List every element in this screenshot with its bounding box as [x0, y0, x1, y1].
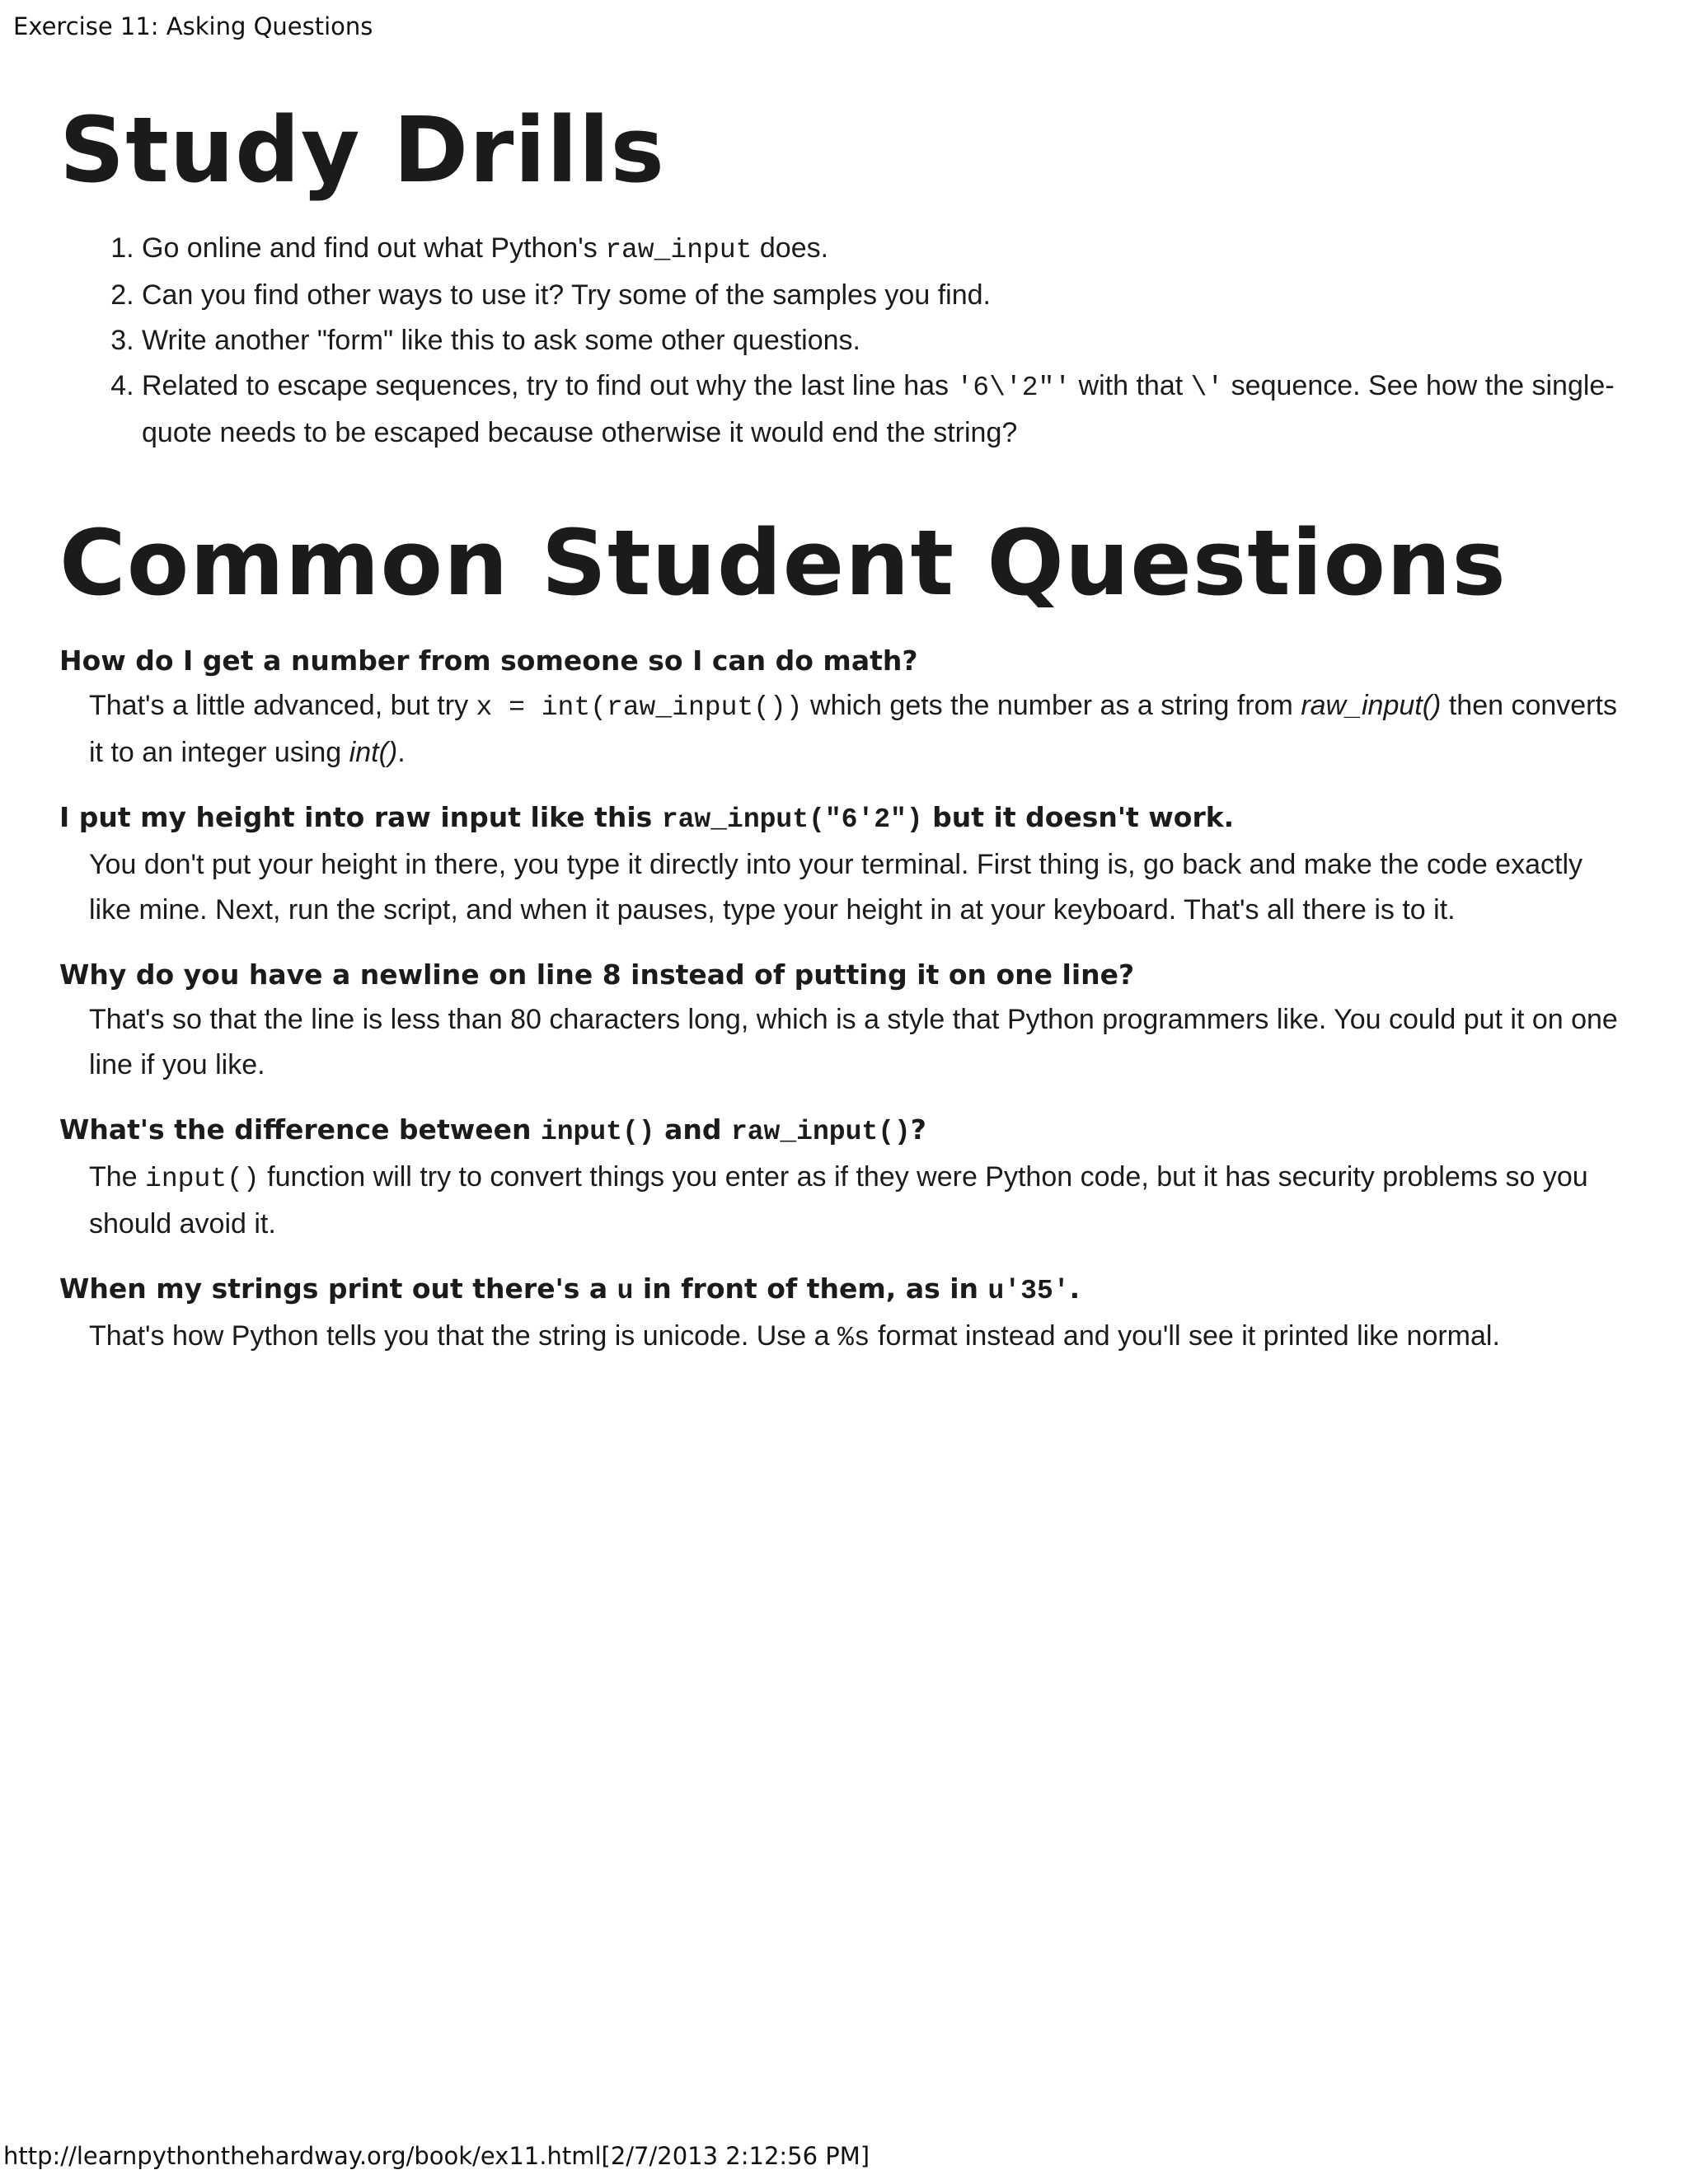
inline-code: u'35'	[987, 1276, 1070, 1306]
inline-code: raw_input	[605, 235, 753, 265]
answer-text: That's how Python tells you that the string is unicode. Use a	[89, 1320, 837, 1352]
answer-text: That's a little advanced, but try	[89, 690, 476, 721]
question-text: and	[654, 1113, 731, 1146]
question-text: When my strings print out there's a	[59, 1272, 617, 1305]
qa-item	[59, 797, 1625, 933]
list-item	[142, 226, 1625, 273]
question-text: Why do you have a newline on line 8 instead of putting it on one line?	[59, 958, 1135, 991]
drill-text: Related to escape sequences, try to find out why the last line has	[142, 370, 957, 401]
answer-text: You don't put your height in there, you type it directly into your terminal. First thing is, go back and make the code exactly like mine. Next, run the script, and when it pauses, type your height in at your keyboard. That's all there is to it.	[89, 849, 1582, 926]
question	[59, 640, 1625, 682]
answer-text: .	[397, 737, 406, 768]
inline-code: '6\'2"'	[956, 373, 1071, 403]
answer-text: then converts it to an integer using	[89, 690, 1617, 768]
answer-text: function will try to convert things you enter as if they were Python code, but it has security problems so you should avoid it.	[89, 1161, 1588, 1240]
inline-code: input()	[145, 1164, 260, 1194]
inline-code: input()	[540, 1117, 655, 1147]
question-text: I put my height into raw input like this	[59, 801, 662, 833]
question-text: ?	[910, 1113, 926, 1146]
drill-text: Can you find other ways to use it? Try some of the samples you find.	[142, 279, 991, 311]
inline-code: %s	[837, 1323, 870, 1353]
question	[59, 1109, 1625, 1153]
answer-text: That's so that the line is less than 80 characters long, which is a style that Python programmers like. You could put it on one line if you like.	[89, 1004, 1618, 1080]
answer-emphasis: int()	[349, 737, 398, 768]
answer	[89, 1155, 1625, 1247]
inline-code: raw_input()	[730, 1117, 911, 1147]
qa-item	[59, 954, 1625, 1088]
inline-code: x = int(raw_input())	[476, 692, 803, 723]
page-header: Exercise 11: Asking Questions	[13, 12, 373, 40]
question	[59, 954, 1625, 996]
drill-text: with that	[1071, 370, 1191, 401]
answer	[89, 683, 1625, 776]
inline-code: raw_input("6'2")	[661, 804, 923, 835]
question-text: How do I get a number from someone so I can do math?	[59, 644, 918, 677]
question-text: .	[1069, 1272, 1081, 1305]
inline-code: \'	[1190, 373, 1224, 403]
answer-text: format instead and you'll see it printed like normal.	[870, 1320, 1500, 1352]
page-footer-url: http://learnpythonthehardway.org/book/ex11.html[2/7/2013 2:12:56 PM]	[3, 2142, 870, 2170]
question	[59, 1268, 1625, 1312]
qa-item	[59, 1268, 1625, 1361]
answer	[89, 997, 1625, 1088]
answer	[89, 842, 1625, 933]
answer-emphasis: raw_input()	[1301, 690, 1442, 721]
qa-item	[59, 640, 1625, 776]
inline-code: u	[617, 1276, 634, 1306]
study-drills-heading: Study Drills	[59, 97, 666, 203]
question-text: but it doesn't work.	[922, 801, 1235, 833]
qa-item	[59, 1109, 1625, 1247]
study-drills-list	[59, 226, 1625, 456]
drill-text: Write another "form" like this to ask some other questions.	[142, 325, 860, 356]
page-content	[59, 92, 1625, 1361]
drill-text: sequence. See how the single-quote needs to be escaped because otherwise it would end the string?	[142, 370, 1615, 448]
answer-text: The	[89, 1161, 146, 1193]
drill-text: Go online and find out what Python's	[142, 232, 606, 264]
list-item	[142, 363, 1625, 456]
drill-text: does.	[752, 232, 829, 264]
answer	[89, 1314, 1625, 1361]
question	[59, 797, 1625, 841]
list-item	[142, 273, 1625, 318]
question-text: What's the difference between	[59, 1113, 541, 1146]
answer-text: which gets the number as a string from	[802, 690, 1301, 721]
common-questions-heading: Common Student Questions	[59, 510, 1507, 616]
question-text: in front of them, as in	[633, 1272, 988, 1305]
list-item	[142, 318, 1625, 363]
